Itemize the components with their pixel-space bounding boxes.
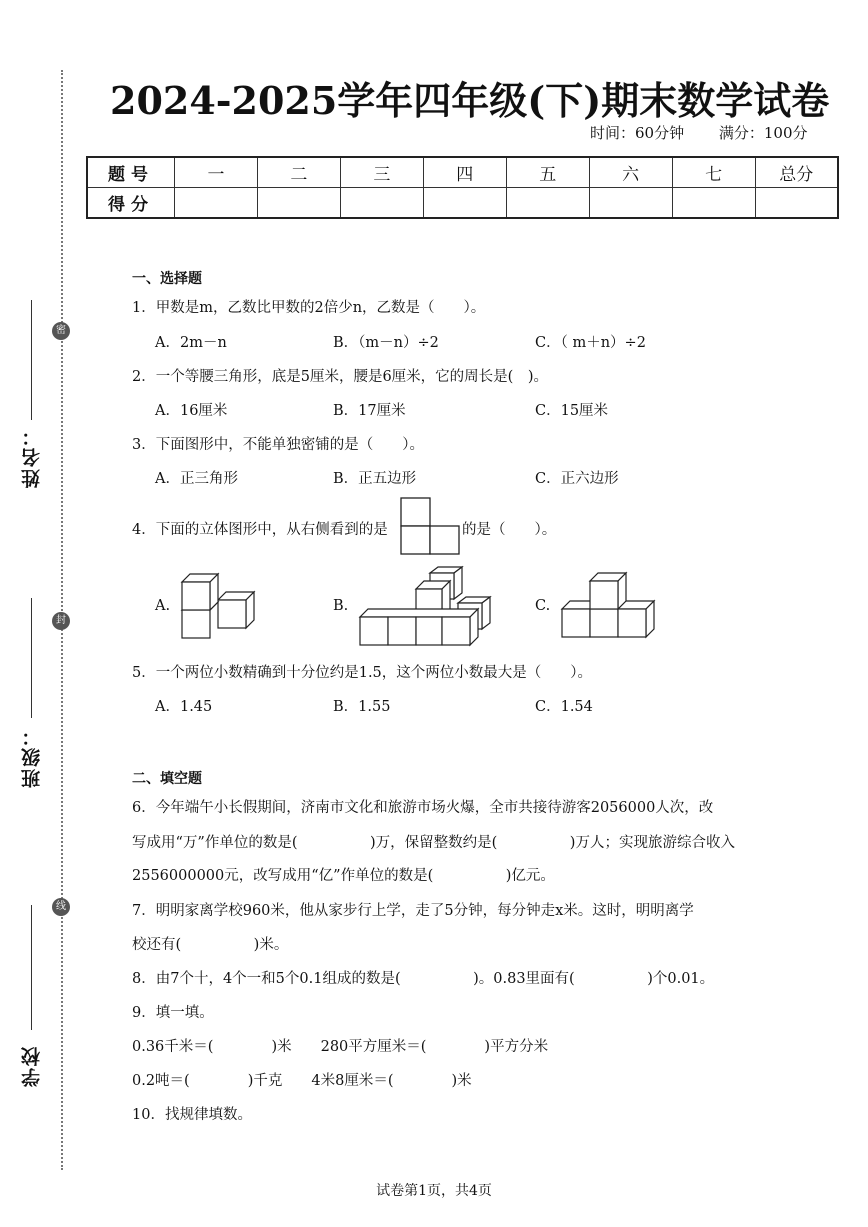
question-4-suffix: 的是（ ）。 <box>462 522 557 538</box>
question-9-line-2: 0.2吨＝( )千克 4米8厘米＝( )米 <box>132 1073 472 1089</box>
question-4-prefix: 4．下面的立体图形中，从右侧看到的是 <box>132 522 388 538</box>
q4-option-a-cubes[interactable] <box>178 570 258 640</box>
score-table-cell: 五 <box>506 157 589 188</box>
cube-face <box>590 581 618 609</box>
score-table-cell: 四 <box>423 157 506 188</box>
class-underline <box>31 598 32 718</box>
cube-face <box>482 597 490 629</box>
score-table-cell: 二 <box>257 157 340 188</box>
q3-option-b[interactable]: B．正五边形 <box>333 471 417 487</box>
score-table-cell: 三 <box>340 157 423 188</box>
cube-face <box>360 609 478 617</box>
exam-time: 时间：60分钟 <box>590 124 685 142</box>
score-table-header-row <box>87 157 838 188</box>
q1-option-b[interactable]: B．（m－n）÷2 <box>333 335 439 351</box>
seal-mi: 密 <box>52 322 70 340</box>
q4-option-b-label[interactable]: B. <box>333 598 349 614</box>
cube-face <box>416 617 442 645</box>
score-table <box>86 156 839 219</box>
q3-option-a[interactable]: A．正三角形 <box>155 471 238 487</box>
cube-face <box>218 600 246 628</box>
page-title: 2024-2025学年四年级(下)期末数学试卷 <box>110 78 830 123</box>
q5-option-a[interactable]: A．1.45 <box>155 699 213 715</box>
score-table-cell: 题号 <box>87 157 175 188</box>
cube-face <box>360 617 388 645</box>
view-square <box>430 526 459 554</box>
question-8: 8．由7个十，4个一和5个0.1组成的数是( )。0.83里面有( )个0.01。 <box>132 971 715 987</box>
cube-face <box>562 609 590 637</box>
section-choice-heading: 一、选择题 <box>132 271 202 287</box>
q1-option-c[interactable]: C．（ m＋n）÷2 <box>535 335 646 351</box>
cube-face <box>442 617 470 645</box>
view-square <box>401 526 430 554</box>
question-3: 3．下面图形中，不能单独密铺的是（ ）。 <box>132 437 424 453</box>
question-9-line-1: 0.36千米＝( )米 280平方厘米＝( )平方分米 <box>132 1039 549 1055</box>
seal-feng: 封 <box>52 612 70 630</box>
score-blank-cell[interactable] <box>506 188 589 219</box>
cube-face <box>388 617 416 645</box>
exam-full-score: 满分：100分 <box>718 124 808 142</box>
cube-face <box>618 609 646 637</box>
q4-option-c-cubes[interactable] <box>560 571 660 641</box>
q3-option-c[interactable]: C．正六边形 <box>535 471 619 487</box>
question-2: 2．一个等腰三角形，底是5厘米，腰是6厘米，它的周长是( )。 <box>132 369 548 385</box>
school-underline <box>31 905 32 1030</box>
class-label: 班级： <box>21 725 43 788</box>
page-footer: 试卷第1页，共4页 <box>376 1183 492 1199</box>
score-table-cell: 总分 <box>755 157 838 188</box>
question-6-line-2: 写成用“万”作单位的数是( )万，保留整数约是( )万人；实现旅游综合收入 <box>132 835 735 851</box>
q2-option-a[interactable]: A．16厘米 <box>155 403 228 419</box>
score-blank-cell[interactable] <box>257 188 340 219</box>
score-blank-cell[interactable] <box>423 188 506 219</box>
question-9: 9．填一填。 <box>132 1005 214 1021</box>
seal-xian: 线 <box>52 898 70 916</box>
score-blank-cell[interactable] <box>672 188 755 219</box>
q4-right-view-figure <box>400 497 460 555</box>
q5-option-c[interactable]: C．1.54 <box>535 699 593 715</box>
q4-option-c-label[interactable]: C. <box>535 598 551 614</box>
score-table-cell: 一 <box>175 157 258 188</box>
score-table-cell: 七 <box>672 157 755 188</box>
question-10: 10．找规律填数。 <box>132 1107 252 1123</box>
cube-face <box>182 582 210 610</box>
question-7-line-1: 7．明明家离学校960米，他从家步行上学，走了5分钟，每分钟走x米。这时，明明离学 <box>132 903 694 919</box>
q2-option-b[interactable]: B．17厘米 <box>333 403 406 419</box>
question-5: 5．一个两位小数精确到十分位约是1.5，这个两位小数最大是（ ）。 <box>132 665 593 681</box>
score-table-cell: 得分 <box>87 188 175 219</box>
school-label: 学校 <box>21 1045 43 1087</box>
q5-option-b[interactable]: B．1.55 <box>333 699 391 715</box>
cube-face <box>454 567 462 599</box>
cube-face <box>590 609 618 637</box>
question-7-line-2: 校还有( )米。 <box>132 937 289 953</box>
question-6-line-1: 6．今年端午小长假期间，济南市文化和旅游市场火爆，全市共接待游客2056000人次，改 <box>132 800 714 816</box>
exam-meta <box>590 122 808 143</box>
q4-option-b-cubes[interactable] <box>358 565 493 647</box>
q2-option-c[interactable]: C．15厘米 <box>535 403 609 419</box>
score-blank-cell[interactable] <box>589 188 672 219</box>
q4-option-a-label[interactable]: A. <box>155 598 171 614</box>
question-6-line-3: 2556000000元，改写成用“亿”作单位的数是( )亿元。 <box>132 868 555 884</box>
name-underline <box>31 300 32 420</box>
question-1: 1．甲数是m，乙数比甲数的2倍少n，乙数是（ ）。 <box>132 300 486 316</box>
score-table-score-row <box>87 188 838 219</box>
score-blank-cell[interactable] <box>755 188 838 219</box>
name-label: 姓名： <box>21 425 43 488</box>
section-fill-heading: 二、填空题 <box>132 771 202 787</box>
q1-option-a[interactable]: A．2m－n <box>155 335 227 351</box>
score-table-cell: 六 <box>589 157 672 188</box>
score-blank-cell[interactable] <box>175 188 258 219</box>
score-blank-cell[interactable] <box>340 188 423 219</box>
cube-face <box>182 610 210 638</box>
view-square <box>401 498 430 526</box>
